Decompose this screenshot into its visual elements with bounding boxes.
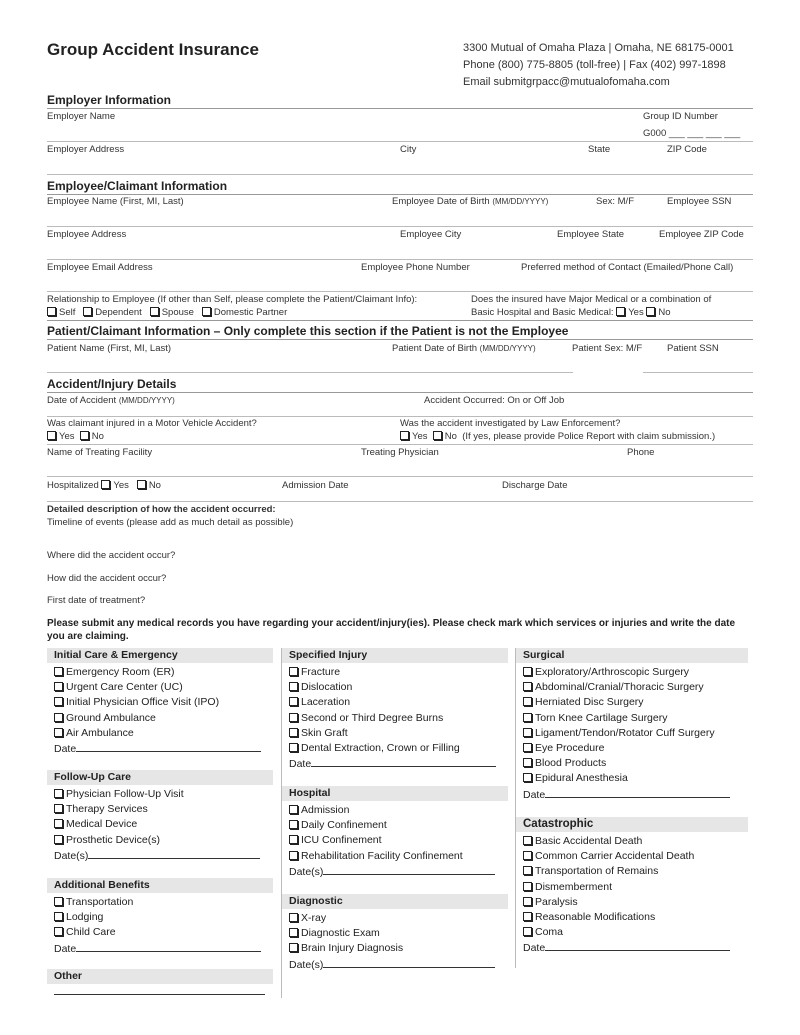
phone-line: Phone (800) 775-8805 (toll-free) | Fax (402) 997-1898 (463, 59, 726, 71)
accidental-death-checkbox[interactable]: Basic Accidental Death (516, 834, 748, 849)
knee-surgery-checkbox[interactable]: Torn Knee Cartilage Surgery (516, 711, 748, 726)
blood-products-checkbox[interactable]: Blood Products (516, 756, 748, 771)
physician-phone-label: Phone (627, 447, 655, 458)
employer-zip-label: ZIP Code (667, 144, 707, 155)
air-ambulance-checkbox[interactable]: Air Ambulance (47, 726, 273, 741)
other-heading: Other (47, 969, 273, 984)
relationship-label: Relationship to Employee (If other than Self, please complete the Patient/Claimant Info): (47, 294, 418, 305)
hospital-date-field[interactable]: Date(s) (282, 864, 508, 879)
icu-checkbox[interactable]: ICU Confinement (282, 833, 508, 848)
column-hospital (282, 786, 508, 879)
paralysis-checkbox[interactable]: Paralysis (516, 895, 748, 910)
diagnostic-date-field[interactable]: Date(s) (282, 957, 508, 972)
burns-checkbox[interactable]: Second or Third Degree Burns (282, 711, 508, 726)
field-line (47, 372, 573, 373)
field-line (643, 372, 753, 373)
common-carrier-checkbox[interactable]: Common Carrier Accidental Death (516, 849, 748, 864)
employer-heading: Employer Information (47, 93, 172, 107)
spouse-checkbox[interactable]: Spouse (150, 307, 194, 318)
motor-vehicle-label: Was claimant injured in a Motor Vehicle Accident? (47, 418, 257, 429)
dislocation-checkbox[interactable]: Dislocation (282, 680, 508, 695)
employer-city-label: City (400, 144, 417, 155)
employee-address-label: Employee Address (47, 229, 127, 240)
therapy-checkbox[interactable]: Therapy Services (47, 802, 273, 817)
employee-phone-label: Employee Phone Number (361, 262, 470, 273)
email-line: Email submitgrpacc@mutualofomaha.com (463, 76, 670, 88)
patient-heading: Patient/Claimant Information – Only complete this section if the Patient is not the Employee (47, 324, 569, 338)
initial-care-heading: Initial Care & Emergency (47, 648, 273, 663)
group-id-label: Group ID Number (643, 111, 718, 122)
divider (47, 392, 753, 393)
accident-occurred-label: Accident Occurred: On or Off Job (424, 395, 565, 406)
ligament-surgery-checkbox[interactable]: Ligament/Tendon/Rotator Cuff Surgery (516, 726, 748, 741)
abdominal-surgery-checkbox[interactable]: Abdominal/Cranial/Thoracic Surgery (516, 680, 748, 695)
field-line (47, 444, 753, 445)
diagnostic-heading: Diagnostic (282, 894, 508, 909)
column-surgical (516, 648, 748, 802)
column-followup (47, 770, 273, 863)
employer-address-label: Employer Address (47, 144, 125, 155)
motor-no-checkbox[interactable]: No (80, 431, 104, 442)
major-medical-no-checkbox[interactable]: No (646, 307, 670, 318)
employee-sex-label: Sex: M/F (596, 196, 635, 207)
timeline-label: Timeline of events (please add as much detail as possible) (47, 517, 294, 528)
major-medical-label: Does the insured have Major Medical or a combination of (471, 294, 712, 305)
law-enforcement-options: Yes No (If yes, please provide Police Report with claim submission.) (400, 431, 715, 442)
child-care-checkbox[interactable]: Child Care (47, 925, 273, 940)
patient-ssn-label: Patient SSN (667, 343, 719, 354)
specified-date-field[interactable]: Date (282, 756, 508, 771)
laceration-checkbox[interactable]: Laceration (282, 695, 508, 710)
dependent-checkbox[interactable]: Dependent (83, 307, 141, 318)
where-label: Where did the accident occur? (47, 550, 176, 561)
eye-procedure-checkbox[interactable]: Eye Procedure (516, 741, 748, 756)
field-line (47, 291, 753, 292)
column-catastrophic (516, 817, 748, 955)
address-line: 3300 Mutual of Omaha Plaza | Omaha, NE 68175-0001 (463, 42, 734, 54)
major-medical-options: Basic Hospital and Basic Medical: Yes No (471, 307, 671, 318)
field-line (47, 259, 753, 260)
discharge-date-label: Discharge Date (502, 480, 568, 491)
self-checkbox[interactable]: Self (47, 307, 75, 318)
column-other (47, 969, 273, 1002)
prosthetic-checkbox[interactable]: Prosthetic Device(s) (47, 833, 273, 848)
employee-state-label: Employee State (557, 229, 625, 240)
patient-name-label: Patient Name (First, MI, Last) (47, 343, 172, 354)
er-checkbox[interactable]: Emergency Room (ER) (47, 665, 273, 680)
employee-heading: Employee/Claimant Information (47, 179, 228, 193)
coma-checkbox[interactable]: Coma (516, 925, 748, 940)
employee-zip-label: Employee ZIP Code (659, 229, 744, 240)
employer-name-label: Employer Name (47, 111, 116, 122)
exploratory-surgery-checkbox[interactable]: Exploratory/Arthroscopic Surgery (516, 665, 748, 680)
motor-vehicle-options (47, 431, 104, 442)
accident-date-label: Date of Accident (MM/DD/YYYY) (47, 395, 175, 406)
relationship-options (47, 307, 287, 318)
column-specified-injury (282, 648, 508, 771)
divider (47, 108, 753, 109)
field-line (47, 141, 753, 142)
form-title: Group Accident Insurance (47, 40, 259, 59)
field-line (47, 416, 753, 417)
field-line (47, 226, 753, 227)
accident-heading: Accident/Injury Details (47, 377, 177, 391)
reasonable-modifications-checkbox[interactable]: Reasonable Modifications (516, 910, 748, 925)
urgent-care-checkbox[interactable]: Urgent Care Center (UC) (47, 680, 273, 695)
dismemberment-checkbox[interactable]: Dismemberment (516, 880, 748, 895)
skin-graft-checkbox[interactable]: Skin Graft (282, 726, 508, 741)
fracture-checkbox[interactable]: Fracture (282, 665, 508, 680)
major-medical-yes-checkbox[interactable]: Yes (616, 307, 644, 318)
patient-dob-label: Patient Date of Birth (MM/DD/YYYY) (392, 343, 536, 354)
hospital-heading: Hospital (282, 786, 508, 801)
hospitalized-no-checkbox[interactable]: No (137, 480, 161, 491)
law-enforcement-label: Was the accident investigated by Law Enforcement? (400, 418, 621, 429)
employer-state-label: State (588, 144, 611, 155)
law-yes-checkbox[interactable]: Yes (400, 431, 428, 442)
surgical-date-field[interactable]: Date (516, 787, 748, 802)
admission-checkbox[interactable]: Admission (282, 803, 508, 818)
patient-sex-label: Patient Sex: M/F (572, 343, 643, 354)
diagnostic-exam-checkbox[interactable]: Diagnostic Exam (282, 926, 508, 941)
how-label: How did the accident occur? (47, 573, 167, 584)
ground-ambulance-checkbox[interactable]: Ground Ambulance (47, 711, 273, 726)
brain-injury-checkbox[interactable]: Brain Injury Diagnosis (282, 941, 508, 956)
motor-yes-checkbox[interactable]: Yes (47, 431, 75, 442)
employee-email-label: Employee Email Address (47, 262, 153, 273)
column-diagnostic (282, 894, 508, 972)
followup-date-field[interactable]: Date(s) (47, 848, 273, 863)
additional-date-field[interactable]: Date (47, 941, 273, 956)
field-line (47, 476, 753, 477)
epidural-checkbox[interactable]: Epidural Anesthesia (516, 771, 748, 786)
field-line (47, 501, 753, 502)
divider (47, 194, 753, 195)
medical-device-checkbox[interactable]: Medical Device (47, 817, 273, 832)
admission-date-label: Admission Date (282, 480, 349, 491)
column-additional (47, 878, 273, 956)
catastrophic-heading: Catastrophic (516, 817, 748, 832)
remains-transport-checkbox[interactable]: Transportation of Remains (516, 864, 748, 879)
treating-physician-label: Treating Physician (361, 447, 439, 458)
dental-checkbox[interactable]: Dental Extraction, Crown or Filling (282, 741, 508, 756)
description-heading: Detailed description of how the accident occurred: (47, 504, 276, 515)
xray-checkbox[interactable]: X-ray (282, 911, 508, 926)
surgical-heading: Surgical (516, 648, 748, 663)
treating-facility-label: Name of Treating Facility (47, 447, 153, 458)
domestic-partner-checkbox[interactable]: Domestic Partner (202, 307, 287, 318)
physician-followup-checkbox[interactable]: Physician Follow-Up Visit (47, 787, 273, 802)
records-note: Please submit any medical records you have regarding your accident/injury(ies). Please check mark which services or injuries and write the date you are claiming. (47, 618, 736, 642)
lodging-checkbox[interactable]: Lodging (47, 910, 273, 925)
disc-surgery-checkbox[interactable]: Herniated Disc Surgery (516, 695, 748, 710)
rehab-checkbox[interactable]: Rehabilitation Facility Confinement (282, 849, 508, 864)
column-initial-care (47, 648, 273, 756)
hospitalized-label: Hospitalized Yes No (47, 480, 161, 491)
first-treatment-label: First date of treatment? (47, 595, 146, 606)
daily-confinement-checkbox[interactable]: Daily Confinement (282, 818, 508, 833)
additional-heading: Additional Benefits (47, 878, 273, 893)
group-id-field[interactable]: G000 ___ ___ ___ ___ (643, 128, 741, 139)
employee-name-label: Employee Name (First, MI, Last) (47, 196, 184, 207)
employee-city-label: Employee City (400, 229, 462, 240)
catastrophic-date-field[interactable]: Date (516, 940, 748, 955)
hospitalized-yes-checkbox[interactable]: Yes (101, 480, 129, 491)
employee-ssn-label: Employee SSN (667, 196, 732, 207)
law-no-checkbox[interactable]: No (433, 431, 457, 442)
ipo-checkbox[interactable]: Initial Physician Office Visit (IPO) (47, 695, 273, 710)
contact-method-label: Preferred method of Contact (Emailed/Phone Call) (521, 262, 734, 273)
divider (47, 339, 753, 340)
specified-injury-heading: Specified Injury (282, 648, 508, 663)
employee-dob-label: Employee Date of Birth (MM/DD/YYYY) (392, 196, 549, 207)
transportation-checkbox[interactable]: Transportation (47, 895, 273, 910)
followup-heading: Follow-Up Care (47, 770, 273, 785)
divider (47, 320, 753, 321)
other-field[interactable] (47, 984, 273, 1002)
initial-date-field[interactable]: Date (47, 741, 273, 756)
field-line (47, 174, 753, 175)
